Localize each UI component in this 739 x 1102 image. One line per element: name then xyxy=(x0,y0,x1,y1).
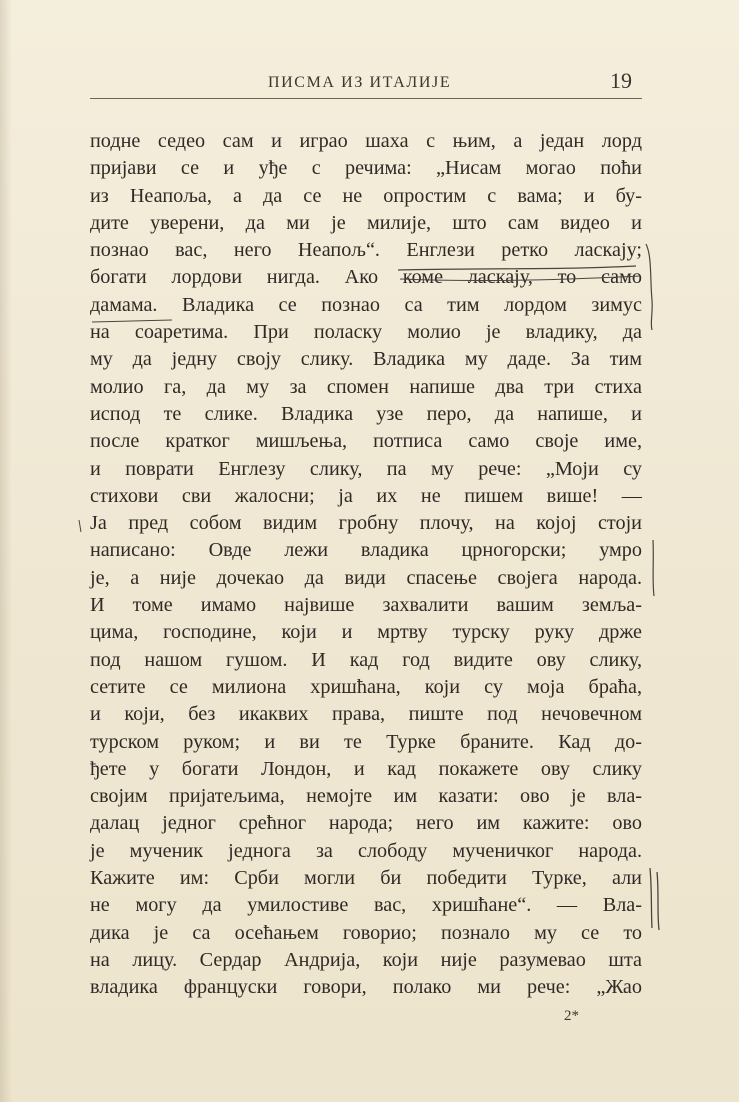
text-line: под нашом гушом. И кад год видите ову слику, xyxy=(90,648,642,671)
text-line: пријави се и уђе с речима: „Нисам могао поћи xyxy=(90,157,642,180)
text-line: цима, господине, који и мртву турску руку држе xyxy=(90,621,642,644)
page-edge-shadow xyxy=(0,0,12,1102)
text-line: испод те слике. Владика узе перо, да напише, и xyxy=(90,402,642,425)
text-line: после кратког мишљења, потписа само своје име, xyxy=(90,430,642,453)
text-line: Ја пред собом видим гробну плочу, на којој стоји xyxy=(90,512,642,535)
text-line: турском руком; и ви те Турке браните. Кад до- xyxy=(90,730,642,753)
text-line: и који, без икаквих права, пиште под нечовечном xyxy=(90,703,642,726)
page-number: 19 xyxy=(610,68,632,93)
text-line: написано: Овде лежи владика црногорски; умро xyxy=(90,539,642,562)
signature-mark: 2* xyxy=(564,1008,579,1024)
text-line: далац једног срећног народа; него им кажите: ово xyxy=(90,812,642,835)
text-line: не могу да умилостиве вас, хришћане“. — Вла- xyxy=(90,894,642,917)
text-line: на лицу. Сердар Андрија, који није разумевао шта xyxy=(90,948,642,971)
text-line: дамама. Владика се познао са тим лордом зимус xyxy=(90,293,642,316)
text-line: својим пријатељима, немојте им казати: ово је вла- xyxy=(90,785,642,808)
text-line: стихови сви жалосни; ја их не пишем више! — xyxy=(90,484,642,507)
header-rule xyxy=(90,98,642,99)
pencil-margin-tick-left xyxy=(79,520,81,532)
text-line: ђете у богати Лондон, и кад покажете ову слику xyxy=(90,757,642,780)
text-line: познао вас, него Неапољ“. Енглези ретко ласкају; xyxy=(90,239,642,262)
text-line: богати лордови нигда. Ако коме ласкају, то само xyxy=(90,266,642,289)
pencil-margin-bar-middle xyxy=(653,540,654,596)
pencil-margin-bar-bottom-1 xyxy=(650,868,652,928)
body-text xyxy=(90,128,642,1002)
running-title: ПИСМА ИЗ ИТАЛИЈЕ xyxy=(268,74,452,91)
page-header xyxy=(90,66,642,98)
text-line: из Неапоља, а да се не опростим с вама; и бу- xyxy=(90,184,642,207)
text-line: дите уверени, да ми је милије, што сам видео и xyxy=(90,211,642,234)
text-line: подне седео сам и играо шаха с њим, а један лорд xyxy=(90,130,642,152)
text-line: му да једну своју слику. Владика му даде. За тим xyxy=(90,348,642,371)
text-line: И томе имамо највише захвалити вашим земља- xyxy=(90,594,642,617)
text-line: на соаретима. При поласку молио је владику, да xyxy=(90,321,642,344)
text-line: Кажите им: Срби могли би победити Турке, али xyxy=(90,867,642,890)
text-line: владика француски говори, полако ми рече: „Жао xyxy=(90,976,642,999)
text-line: дика је са осећањем говорио; познало му се то xyxy=(90,921,642,944)
pencil-margin-bar-bottom-2 xyxy=(657,872,659,930)
text-line: молио га, да му за спомен напише два три стиха xyxy=(90,375,642,398)
text-line: сетите се милиона хришћана, који су моја браћа, xyxy=(90,675,642,698)
text-line: је, а није дочекао да види спасење својега народа. xyxy=(90,566,642,589)
text-line: и поврати Енглезу слику, па му рече: „Моји су xyxy=(90,457,642,480)
pencil-margin-bracket-top xyxy=(646,244,652,330)
text-line: је мученик једнога за слободу мученичког народа. xyxy=(90,839,642,862)
